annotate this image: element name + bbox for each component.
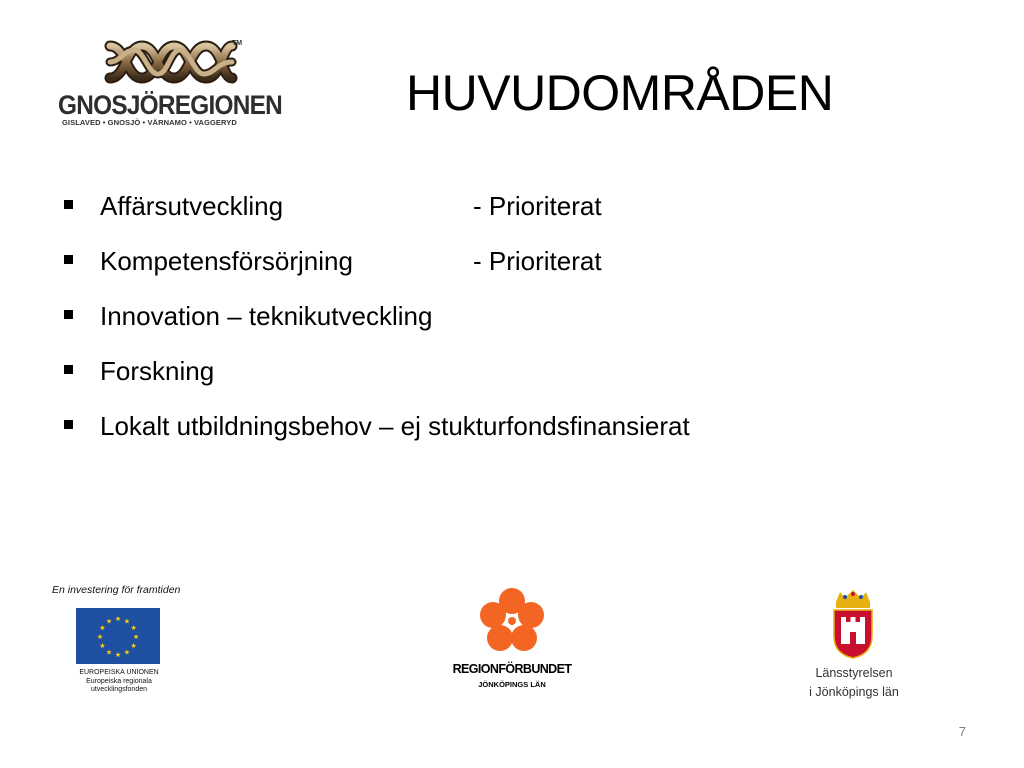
bullet-status: - Prioriterat [473, 191, 602, 221]
square-bullet-icon [64, 310, 73, 319]
eu-flag-icon [76, 608, 160, 664]
bullet-text: Kompetensförsörjning [100, 246, 353, 276]
lansstyrelsen-county: i Jönköpings län [809, 685, 899, 699]
eu-name: EUROPEISKA UNIONEN [79, 669, 159, 676]
lansstyrelsen-logo [800, 588, 916, 708]
trademark-mark: TM [232, 40, 243, 47]
coat-of-arms-icon [830, 588, 876, 660]
bullet-text: Forskning [100, 356, 215, 386]
eu-logo [52, 584, 222, 704]
svg-text:★: ★ [105, 617, 113, 626]
eu-tagline: En investering för framtiden [52, 584, 181, 596]
svg-text:★: ★ [105, 648, 113, 657]
regionforbundet-sub: JÖNKÖPINGS LÄN [478, 680, 546, 689]
square-bullet-icon [64, 200, 73, 209]
eu-fund-line: utvecklingsfonden [90, 686, 148, 693]
eu-fund-line: Europeiska regionala [86, 678, 152, 685]
svg-text:★: ★ [130, 642, 137, 650]
svg-text:★: ★ [123, 648, 131, 657]
square-bullet-icon [64, 255, 73, 264]
gnosjoregionen-name: GNOSJÖREGIONEN [58, 90, 283, 120]
page-number: 7 [958, 724, 966, 739]
regionforbundet-logo [440, 586, 590, 696]
svg-text:★: ★ [130, 624, 137, 632]
orange-flower-icon [478, 586, 546, 658]
svg-text:★: ★ [132, 633, 140, 641]
braided-knot-icon [104, 36, 238, 88]
lansstyrelsen-name: Länsstyrelsen [815, 666, 893, 680]
svg-text:★: ★ [114, 615, 122, 623]
regionforbundet-name: REGIONFÖRBUNDET [452, 662, 572, 676]
svg-text:★: ★ [99, 624, 106, 632]
svg-text:★: ★ [123, 617, 131, 626]
svg-text:★: ★ [114, 651, 122, 659]
square-bullet-icon [64, 365, 73, 374]
svg-text:★: ★ [99, 642, 106, 650]
bullet-text: Affärsutveckling [100, 191, 284, 221]
svg-text:★: ★ [96, 633, 104, 641]
gnosjoregionen-towns: GISLAVED • GNOSJÖ • VÄRNAMO • VAGGERYD [62, 118, 237, 127]
bullet-text: Innovation – teknikutveckling [100, 301, 433, 331]
gnosjoregionen-logo [56, 36, 288, 130]
slide-title: HUVUDOMRÅDEN [406, 65, 834, 121]
square-bullet-icon [64, 420, 73, 429]
bullet-status: - Prioriterat [473, 246, 602, 276]
bullet-text: Lokalt utbildningsbehov – ej stukturfondsfinansierat [100, 411, 690, 441]
